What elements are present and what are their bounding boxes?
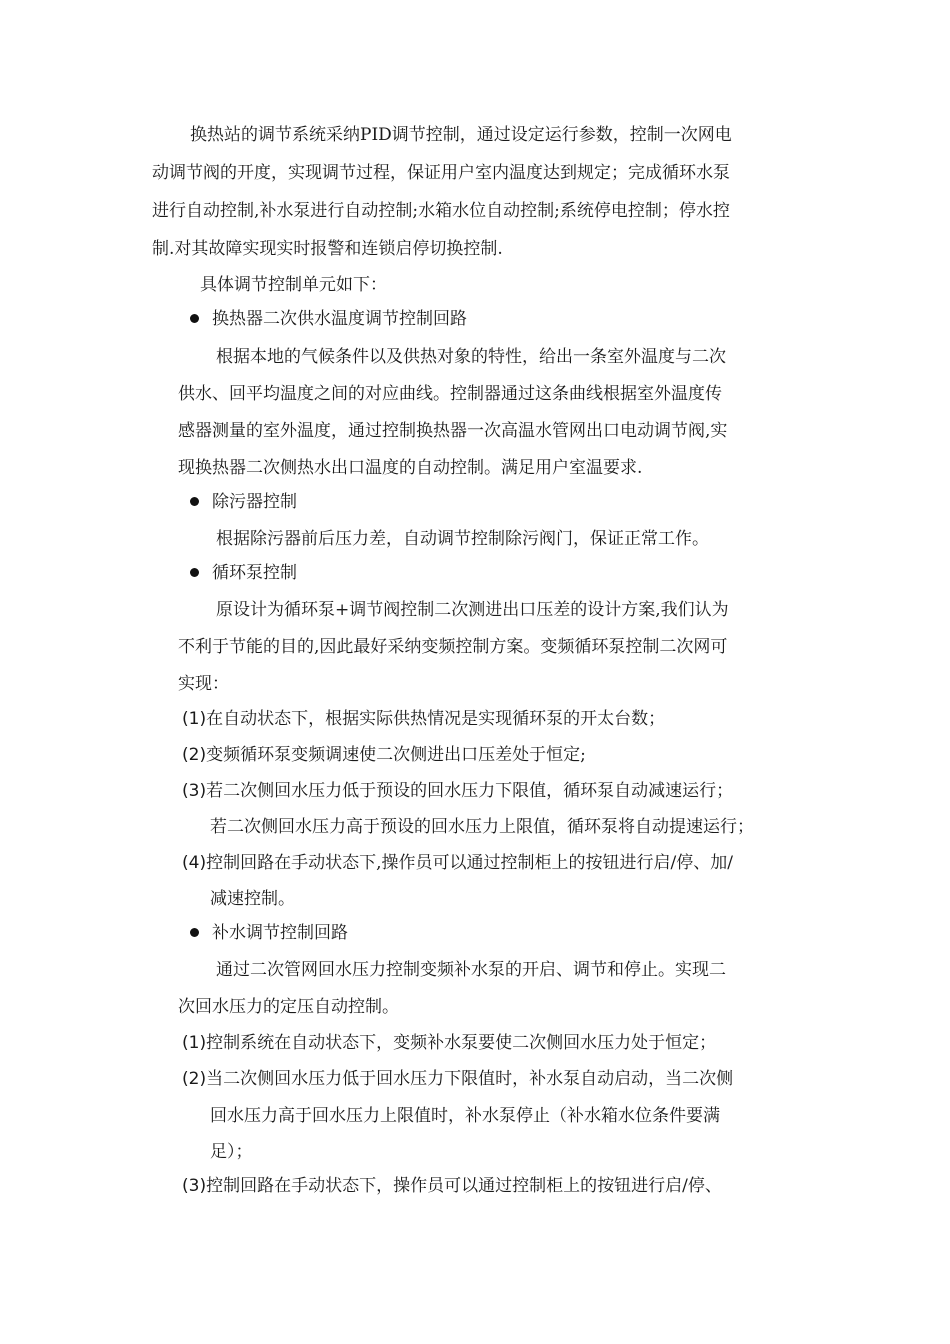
list-item-continuation: 若二次侧回水压力高于预设的回水压力上限值，循环泵将自动提速运行； (210, 817, 754, 837)
list-item (182, 779, 733, 803)
intro-line: 进行自动控制,补水泵进行自动控制;水箱水位自动控制;系统停电控制；停水控 (152, 201, 730, 221)
section-heading: 循环泵控制 (212, 563, 297, 583)
list-item-text: 若二次侧回水压力低于预设的回水压力下限值，循环泵自动减速运行； (206, 781, 734, 801)
list-item (182, 851, 733, 875)
bullet-icon (190, 314, 199, 323)
section-line: 实现： (178, 674, 229, 694)
list-item-continuation: 回水压力高于回水压力上限值时，补水泵停止（补水箱水位条件要满 (210, 1106, 720, 1126)
section-line: 不利于节能的目的,因此最好采纳变频控制方案。变频循环泵控制二次网可 (178, 637, 728, 657)
list-item (182, 743, 586, 767)
list-item-text: 变频循环泵变频调速使二次侧进出口压差处于恒定; (206, 745, 586, 765)
section-line: 根据本地的气候条件以及供热对象的特性，给出一条室外温度与二次 (216, 347, 726, 367)
list-item-number: (1) (182, 709, 207, 729)
list-item-continuation: 足）； (210, 1142, 253, 1162)
section-line: 根据除污器前后压力差，自动调节控制除污阀门，保证正常工作。 (216, 529, 709, 549)
list-item (182, 1031, 716, 1055)
list-item (182, 1067, 733, 1091)
intro-line: 换热站的调节系统采纳PID调节控制，通过设定运行参数，控制一次网电 (190, 125, 732, 145)
list-item-text: 在自动状态下，根据实际供热情况是实现循环泵的开太台数； (206, 709, 666, 729)
section-line: 供水、回平均温度之间的对应曲线。控制器通过这条曲线根据室外温度传 (178, 384, 722, 404)
intro-line: 动调节阀的开度，实现调节过程，保证用户室内温度达到规定；完成循环水泵 (152, 163, 730, 183)
section-line: 原设计为循环泵+调节阀控制二次测进出口压差的设计方案,我们认为 (216, 600, 729, 620)
list-item-text: 控制系统在自动状态下，变频补水泵要使二次侧回水压力处于恒定； (206, 1033, 717, 1053)
list-item-number: (2) (182, 1069, 207, 1089)
intro-line: 制.对其故障实现实时报警和连锁启停切换控制. (152, 239, 503, 259)
bullet-icon (190, 497, 199, 506)
list-item-number: (2) (182, 745, 207, 765)
list-item-number: (4) (182, 853, 207, 873)
section-line: 现换热器二次侧热水出口温度的自动控制。满足用户室温要求. (178, 458, 643, 478)
list-item-text: 控制回路在手动状态下,操作员可以通过控制柜上的按钮进行启/停、加/ (206, 853, 733, 873)
list-item (182, 1174, 722, 1198)
list-item-continuation: 减速控制。 (210, 889, 295, 909)
section-line: 次回水压力的定压自动控制。 (178, 997, 399, 1017)
section-heading: 补水调节控制回路 (212, 923, 348, 943)
section-line: 感器测量的室外温度，通过控制换热器一次高温水管网出口电动调节阀,实 (178, 421, 728, 441)
list-item-number: (1) (182, 1033, 207, 1053)
list-item-text: 当二次侧回水压力低于回水压力下限值时，补水泵自动启动，当二次侧 (206, 1069, 734, 1089)
list-item (182, 707, 665, 731)
section-line: 通过二次管网回水压力控制变频补水泵的开启、调节和停止。实现二 (216, 960, 726, 980)
list-item-text: 控制回路在手动状态下，操作员可以通过控制柜上的按钮进行启/停、 (206, 1176, 722, 1196)
section-heading: 除污器控制 (212, 492, 297, 512)
bullet-icon (190, 928, 199, 937)
bullet-icon (190, 568, 199, 577)
list-item-number: (3) (182, 1176, 207, 1196)
list-item-number: (3) (182, 781, 207, 801)
units-intro: 具体调节控制单元如下： (200, 275, 387, 295)
section-heading: 换热器二次供水温度调节控制回路 (212, 309, 467, 329)
